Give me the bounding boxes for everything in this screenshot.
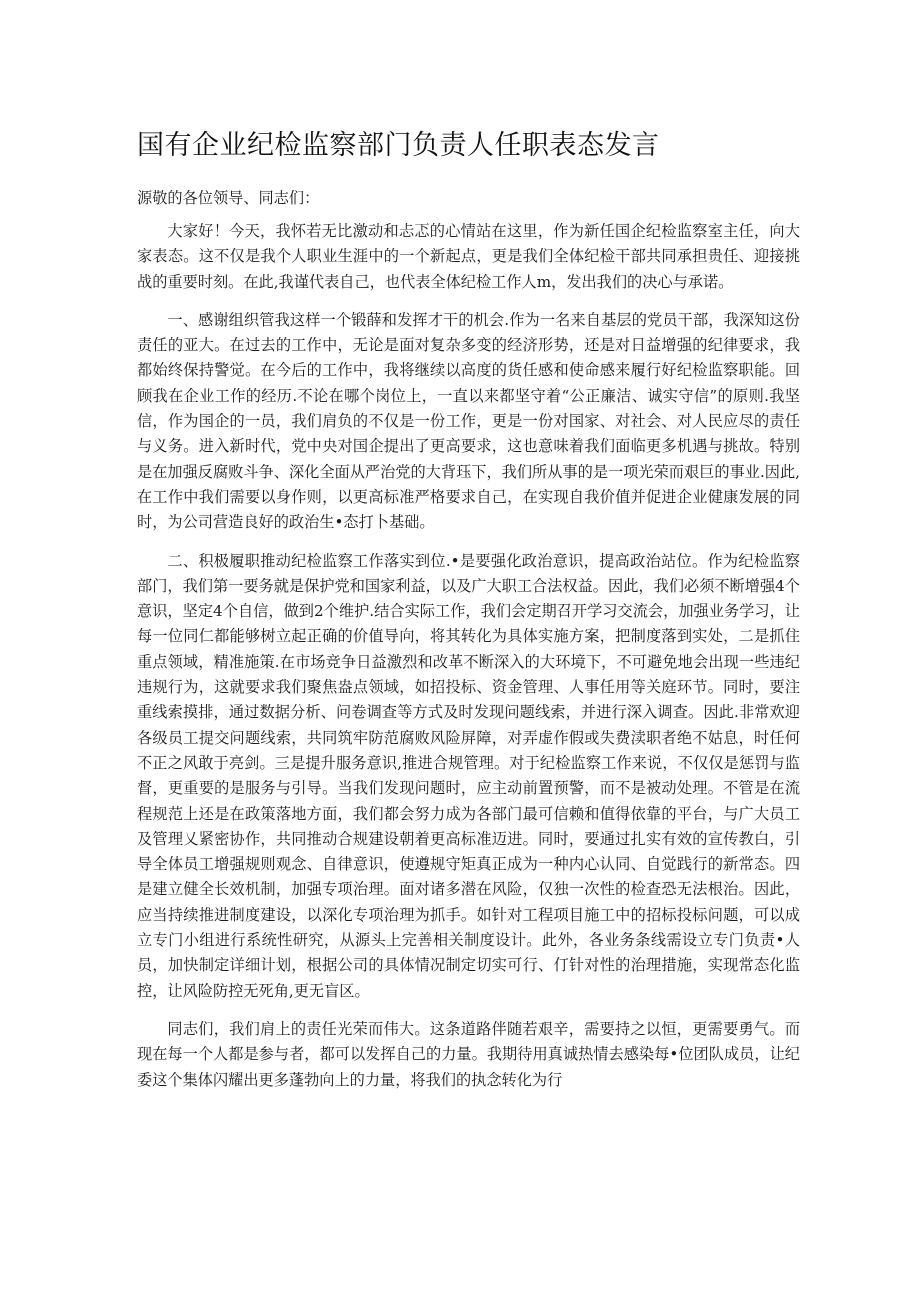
paragraph-section-two: 二、积极履职推动纪检监察工作落实到位.•是要强化政治意识，提高政治站位。作为纪检监察部门，我们第一要务就是保护党和国家利益，以及广大职工合法权益。因此，我们必须不断增强4个意识，坚定4个自信，做到2个维护.结合实际工作，我们会定期召开学习交流会，加强业务学习，让每一位同仁都能够树立起正确的价值导向，将其转化为具体实施方案，把制度落到实处，二是抓住重点领域，精准施策.在市场竞争日益激烈和改革不断深入的大环境下，不可避免地会出现一些违纪违规行为，这就要求我们聚焦盎点领域，如招投标、资金管理、人事任用等关庭环节。同时，要注重线索摸排，通过数据分析、问卷调查等方式及时发现问题线索，并进行深入调查。因此.非常欢迎各级员工提交问题线索，共同筑牢防范腐败风险屏障，对弄虚作假或失费渎职者绝不姑息，时任何不正之风敢于亮剑。三是提升服务意识,推进合规管理。对于纪检监察工作来说，不仅仅是惩罚与监督，更重要的是服务与引导。当我们发现问题时，应主动前置预警，而不是被动处理。不管是在流程规范上还是在政策落地方面，我们都会努力成为各部门最可信赖和值得依靠的平台，与广大员工及管理乂紧密协作，共同推动合规建设朝着更高标准迈进。同时，要通过扎实有效的宣传教白，引导全体员工增强规则观念、自律意识，使遵规守矩真正成为一种内心认同、自觉践行的新常态。四是建立健全长效机制，加强专项治理。面对诸多潜在风险，仅独一次性的检查恐无法根治。因此，应当持续推进制度建设，以深化专项治理为抓手。如针对工程项目施工中的招标投标问题，可以成立专门小组进行系统性研究，从源头上完善相关制度设计。此外，各业务条线需设立专门负责•人员，加快制定详细计划，根据公司的具体情况制定切实可行、仃针对性的治理措施，实现常态化监控，让风险防控无死角,更无盲区。: [137, 551, 800, 1000]
paragraph-closing: 同志们，我们肩上的责任光荣而伟大。这条道路伴随若艰辛，需要持之以恒，更需要勇气。而现在每一个人都是参与者，都可以发挥自己的力量。我期待用真诚热情去感染每•位团队成员，让纪委这个集体闪耀出更多蓬勃向上的力量，将我们的执念转化为行: [137, 1019, 800, 1089]
salutation: 源敬的各位领导、同志们：: [137, 189, 320, 207]
paragraph-opening: 大家好！今天，我怀若无比激动和忐忑的心情站在这里，作为新任国企纪检监察室主任，向大家表态。这不仅是我个人职业生涯中的一个新起点，更是我们全体纪检干部共同承担贵任、迎接挑战的重要时刻。在此,我谨代表自己，也代表全体纪检工作人m，发出我们的决心与承诺。: [137, 222, 800, 291]
document-title: 国有企业纪检监察部门负责人任职表态发言: [137, 130, 660, 161]
paragraph-section-one: 一、感谢组织管我这样一个锻薛和发挥才干的机会.作为一名来自基层的党员干部，我深知这份责任的亚大。在过去的工作中，无论是面对复杂多变的经济形势，还是对日益增强的纪律要求，我都始终保持警觉。在今后的工作中，我将继续以高度的货任感和使命感来履行好纪检监察职能。回顾我在企业工作的经历.不论在哪个岗位上，一直以来都坚守着“公正廉洁、诚实守信”的原则.我坚信，作为国企的一员，我们肩负的不仅是一份工作，更是一份对国家、对社会、对人民应尽的责任与义务。进入新时代，党中央对国企提出了更高要求，这也意味着我们面临更多机遇与挑故。特别是在加强反腐败斗争、深化全面从严治党的大背珏下，我们所从事的是一项光荣而艰巨的事业.因此,在工作中我们需要以身作则，以更高标准严格要求自己，在实现自我价值并促进企业健康发展的同时，为公司营造良好的政治生•态打卜基础。: [137, 310, 800, 532]
